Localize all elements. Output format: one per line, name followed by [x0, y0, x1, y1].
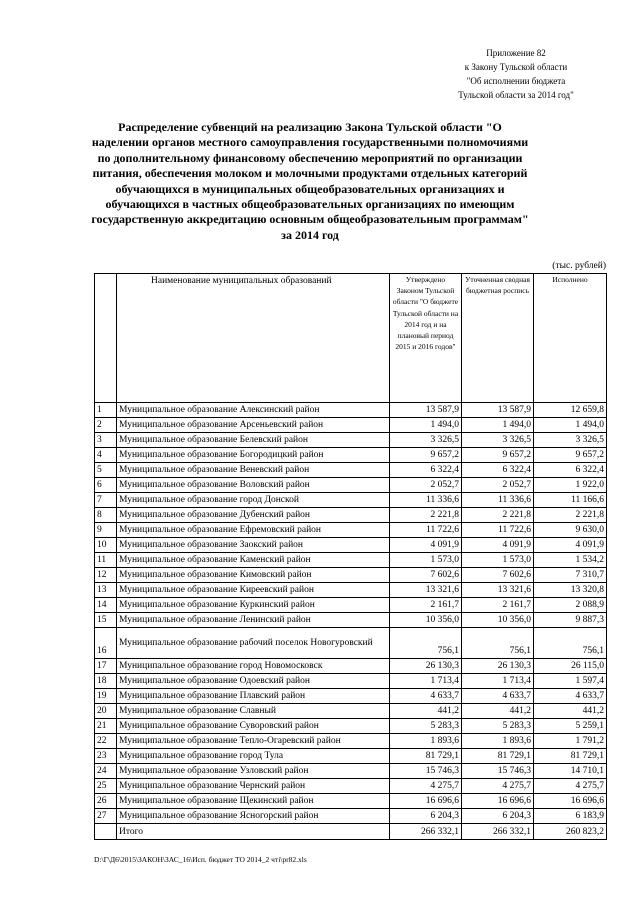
row-executed: 4 633,7: [534, 689, 607, 704]
row-approved: 6 204,3: [390, 809, 462, 824]
row-approved: 13 587,9: [390, 403, 462, 418]
total-number: [95, 824, 117, 840]
row-name: Муниципальное образование Киреевский район: [117, 583, 390, 598]
table-row: [95, 568, 607, 583]
row-executed: 14 710,1: [534, 764, 607, 779]
table-row: [95, 508, 607, 523]
row-number: 23: [95, 749, 117, 764]
row-revised: 16 696,6: [462, 794, 534, 809]
row-approved: 2 052,7: [390, 478, 462, 493]
row-name: Муниципальное образование Белевский район: [117, 433, 390, 448]
row-approved: 1 573,0: [390, 553, 462, 568]
row-name: Муниципальное образование рабочий поселок Новогуровский: [117, 628, 390, 659]
row-number: 17: [95, 659, 117, 674]
units-label: (тыс. рублей): [552, 261, 606, 271]
row-number: 15: [95, 613, 117, 628]
row-executed: 6 183,9: [534, 809, 607, 824]
row-executed: 3 326,5: [534, 433, 607, 448]
row-number: 22: [95, 734, 117, 749]
row-approved: 81 729,1: [390, 749, 462, 764]
row-approved: 13 321,6: [390, 583, 462, 598]
row-revised: 9 657,2: [462, 448, 534, 463]
row-number: 4: [95, 448, 117, 463]
table-row: [95, 674, 607, 689]
row-executed: 9 630,0: [534, 523, 607, 538]
table-row: [95, 433, 607, 448]
row-number: 24: [95, 764, 117, 779]
row-name: Муниципальное образование Кимовский район: [117, 568, 390, 583]
row-name: Муниципальное образование Ясногорский район: [117, 809, 390, 824]
appendix-line: к Закону Тульской области: [464, 62, 568, 72]
row-executed: 2 088,9: [534, 598, 607, 613]
row-approved: 4 633,7: [390, 689, 462, 704]
row-name: Муниципальное образование Узловский район: [117, 764, 390, 779]
row-executed: 4 091,9: [534, 538, 607, 553]
row-name: Муниципальное образование Заокский район: [117, 538, 390, 553]
row-number: 26: [95, 794, 117, 809]
header-executed: Исполнено: [534, 274, 607, 403]
row-approved: 11 722,6: [390, 523, 462, 538]
row-revised: 4 633,7: [462, 689, 534, 704]
row-revised: 4 275,7: [462, 779, 534, 794]
row-revised: 81 729,1: [462, 749, 534, 764]
row-executed: 4 275,7: [534, 779, 607, 794]
row-number: 21: [95, 719, 117, 734]
row-executed: 81 729,1: [534, 749, 607, 764]
row-executed: 6 322,4: [534, 463, 607, 478]
row-executed: 1 922,0: [534, 478, 607, 493]
row-approved: 2 161,7: [390, 598, 462, 613]
table-row: [95, 613, 607, 628]
appendix-note: [416, 46, 616, 102]
row-name: Муниципальное образование Арсеньевский район: [117, 418, 390, 433]
row-revised: 10 356,0: [462, 613, 534, 628]
row-revised: 4 091,9: [462, 538, 534, 553]
row-revised: 6 204,3: [462, 809, 534, 824]
row-approved: 1 494,0: [390, 418, 462, 433]
table-row: [95, 779, 607, 794]
row-revised: 15 746,3: [462, 764, 534, 779]
row-number: 16: [95, 628, 117, 659]
row-approved: 16 696,6: [390, 794, 462, 809]
row-revised: 7 602,6: [462, 568, 534, 583]
row-name: Муниципальное образование Куркинский район: [117, 598, 390, 613]
row-number: 19: [95, 689, 117, 704]
row-revised: 2 052,7: [462, 478, 534, 493]
row-name: Муниципальное образование город Донской: [117, 493, 390, 508]
row-approved: 7 602,6: [390, 568, 462, 583]
file-path-footer: D:\Г\Д6\2015\ЗАКОН\ЗАС_16\Исп. бюджет ТО 2014_2 чтi\pr82.xls: [94, 855, 307, 864]
row-approved: 4 091,9: [390, 538, 462, 553]
total-executed: 260 823,2: [534, 824, 607, 840]
document-title: Распределение субвенций на реализацию Закона Тульской области "О наделении органов местного самоуправления государственными полномочиями по дополнительному финансовому обеспечению мероприятий по организации питания, обеспечения молоком и молочными продуктами отдельных категорий обучающихся в муниципальных общеобразовательных организациях и обучающихся в частных общеобразовательных организациях по имеющим государственную аккредитацию основным общеобразовательным программам" за 2014 год: [91, 120, 529, 242]
row-executed: 11 166,6: [534, 493, 607, 508]
row-name: Муниципальное образование Каменский район: [117, 553, 390, 568]
header-revised: Уточненная сводная бюджетная роспись: [462, 274, 534, 403]
table-row: [95, 583, 607, 598]
row-name: Муниципальное образование Богородицкий район: [117, 448, 390, 463]
row-number: 3: [95, 433, 117, 448]
table-row: [95, 418, 607, 433]
row-approved: 2 221,8: [390, 508, 462, 523]
row-name: Муниципальное образование Славный: [117, 704, 390, 719]
row-executed: 9 887,3: [534, 613, 607, 628]
row-executed: 26 115,0: [534, 659, 607, 674]
row-revised: 5 283,3: [462, 719, 534, 734]
table-header-row: [95, 274, 607, 403]
row-number: 8: [95, 508, 117, 523]
row-approved: 441,2: [390, 704, 462, 719]
row-revised: 1 494,0: [462, 418, 534, 433]
header-name: Наименование муниципальных образований: [117, 274, 390, 403]
row-revised: 13 321,6: [462, 583, 534, 598]
row-name: Муниципальное образование Плавский район: [117, 689, 390, 704]
row-name: Муниципальное образование Одоевский район: [117, 674, 390, 689]
table-row: [95, 523, 607, 538]
row-executed: 13 320,8: [534, 583, 607, 598]
row-revised: 1 713,4: [462, 674, 534, 689]
table-row: [95, 659, 607, 674]
row-approved: 10 356,0: [390, 613, 462, 628]
row-executed: 441,2: [534, 704, 607, 719]
row-executed: 12 659,8: [534, 403, 607, 418]
row-name: Муниципальное образование Алексинский район: [117, 403, 390, 418]
row-approved: 1 713,4: [390, 674, 462, 689]
row-number: 2: [95, 418, 117, 433]
table-row: [95, 628, 607, 659]
row-approved: 756,1: [390, 628, 462, 659]
row-name: Муниципальное образование Тепло-Огаревский район: [117, 734, 390, 749]
total-revised: 266 332,1: [462, 824, 534, 840]
row-approved: 15 746,3: [390, 764, 462, 779]
row-revised: 6 322,4: [462, 463, 534, 478]
appendix-line: "Об исполнении бюджета: [466, 76, 566, 86]
row-executed: 1 597,4: [534, 674, 607, 689]
row-revised: 2 161,7: [462, 598, 534, 613]
row-name: Муниципальное образование город Тула: [117, 749, 390, 764]
row-revised: 1 893,6: [462, 734, 534, 749]
row-number: 14: [95, 598, 117, 613]
row-executed: 756,1: [534, 628, 607, 659]
row-name: Муниципальное образование город Новомосковск: [117, 659, 390, 674]
row-number: 10: [95, 538, 117, 553]
row-approved: 6 322,4: [390, 463, 462, 478]
row-approved: 11 336,6: [390, 493, 462, 508]
table-row: [95, 403, 607, 418]
subvention-table: [94, 273, 607, 840]
row-number: 13: [95, 583, 117, 598]
row-revised: 756,1: [462, 628, 534, 659]
row-number: 25: [95, 779, 117, 794]
row-revised: 2 221,8: [462, 508, 534, 523]
table-row: [95, 448, 607, 463]
row-executed: 5 259,1: [534, 719, 607, 734]
table-row: [95, 704, 607, 719]
table-row: [95, 478, 607, 493]
row-approved: 3 326,5: [390, 433, 462, 448]
row-name: Муниципальное образование Ефремовский район: [117, 523, 390, 538]
appendix-line: Приложение 82: [486, 48, 546, 58]
total-label: Итого: [117, 824, 390, 840]
row-revised: 3 326,5: [462, 433, 534, 448]
row-approved: 9 657,2: [390, 448, 462, 463]
table-row: [95, 493, 607, 508]
appendix-line: Тульской области за 2014 год": [458, 90, 574, 100]
row-name: Муниципальное образование Суворовский район: [117, 719, 390, 734]
row-number: 1: [95, 403, 117, 418]
table-row: [95, 719, 607, 734]
header-number: [95, 274, 117, 403]
table-body: [95, 403, 607, 840]
row-executed: 7 310,7: [534, 568, 607, 583]
row-name: Муниципальное образование Ленинский район: [117, 613, 390, 628]
row-approved: 26 130,3: [390, 659, 462, 674]
total-approved: 266 332,1: [390, 824, 462, 840]
header-approved: Утверждено Законом Тульской области "О бюджете Тульской области на 2014 год и на плановый период 2015 и 2016 годов": [390, 274, 462, 403]
row-name: Муниципальное образование Дубенский район: [117, 508, 390, 523]
row-number: 5: [95, 463, 117, 478]
row-number: 18: [95, 674, 117, 689]
row-number: 6: [95, 478, 117, 493]
table-row: [95, 598, 607, 613]
table-row: [95, 734, 607, 749]
row-revised: 11 722,6: [462, 523, 534, 538]
row-number: 11: [95, 553, 117, 568]
row-approved: 1 893,6: [390, 734, 462, 749]
row-executed: 9 657,2: [534, 448, 607, 463]
table-row: [95, 689, 607, 704]
table-row: [95, 764, 607, 779]
total-row: [95, 824, 607, 840]
row-revised: 441,2: [462, 704, 534, 719]
row-number: 9: [95, 523, 117, 538]
table-row: [95, 749, 607, 764]
row-executed: 1 534,2: [534, 553, 607, 568]
row-executed: 2 221,8: [534, 508, 607, 523]
row-executed: 1 494,0: [534, 418, 607, 433]
row-revised: 11 336,6: [462, 493, 534, 508]
row-number: 12: [95, 568, 117, 583]
row-number: 7: [95, 493, 117, 508]
table-row: [95, 463, 607, 478]
row-name: Муниципальное образование Веневский район: [117, 463, 390, 478]
row-name: Муниципальное образование Чернский район: [117, 779, 390, 794]
row-revised: 1 573,0: [462, 553, 534, 568]
row-approved: 5 283,3: [390, 719, 462, 734]
row-number: 20: [95, 704, 117, 719]
table-row: [95, 794, 607, 809]
table-row: [95, 538, 607, 553]
row-executed: 16 696,6: [534, 794, 607, 809]
row-number: 27: [95, 809, 117, 824]
row-name: Муниципальное образование Щекинский район: [117, 794, 390, 809]
table-row: [95, 809, 607, 824]
row-approved: 4 275,7: [390, 779, 462, 794]
row-revised: 26 130,3: [462, 659, 534, 674]
row-revised: 13 587,9: [462, 403, 534, 418]
table-row: [95, 553, 607, 568]
row-executed: 1 791,2: [534, 734, 607, 749]
row-name: Муниципальное образование Воловский район: [117, 478, 390, 493]
